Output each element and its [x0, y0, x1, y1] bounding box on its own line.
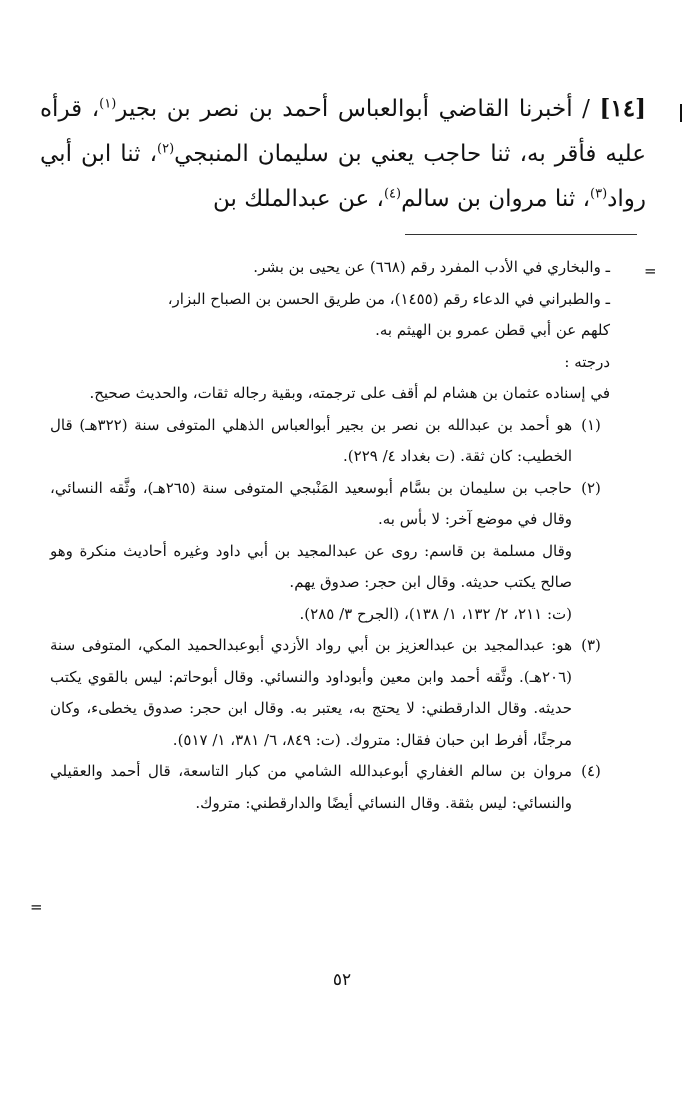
footnote-preamble-line: ـ والبخاري في الأدب المفرد رقم (٦٦٨) عن يحيى بن بشر. [253, 258, 610, 276]
footnote-preamble-line: كلهم عن أبي قطن عمرو بن الهيثم به. [375, 321, 610, 339]
footnote-text: مروان بن سالم الغفاري أبوعبدالله الشامي من كبار التاسعة، قال أحمد والعقيلي والنسائي: ليس بثقة. وقال النسائي أيضًا والدارقطني: متروك. [50, 762, 572, 812]
edge-mark [680, 104, 682, 122]
footnote-ref: (٣) [590, 186, 608, 202]
grade-heading: درجته : [564, 352, 610, 371]
footnote-ref: (٢) [157, 141, 175, 157]
footnote-marker: (١) [581, 415, 601, 434]
footnote-marker: (٣) [581, 636, 601, 654]
footnote-separator [405, 234, 637, 235]
continuation-mark-end: = [30, 898, 43, 916]
footnote-3 [50, 630, 610, 756]
main-text-line: ، ثنا مروان بن سالم [401, 186, 590, 212]
main-text [40, 86, 646, 222]
continuation-mark: = [644, 262, 657, 280]
footnote-text: حاجب بن سليمان بن بسَّام أبوسعيد المَنْبجي المتوفى سنة (٢٦٥هـ)، وثَّقه النسائي، وقال في موضع آخر: لا بأس به. [50, 478, 572, 528]
footnote-text: وقال مسلمة بن قاسم: روى عن عبدالمجيد بن أبي داود وغيره أحاديث منكرة وهو صالح يكتب حديثه. وقال ابن حجر: صدوق يهم. [50, 541, 572, 591]
footnote-ref: (٤) [383, 186, 402, 202]
footnote-4 [50, 756, 610, 819]
main-text-line: ، عن عبدالملك بن [213, 186, 384, 212]
footnote-ref: (١) [99, 96, 117, 112]
footnote-marker: (٤) [581, 762, 601, 780]
hadith-paragraph [40, 86, 646, 222]
footnote-marker: (٢) [581, 478, 601, 497]
footnote-1 [50, 410, 610, 473]
footnote-text: هو: عبدالمجيد بن عبدالعزيز بن أبي رواد الأزدي أبوعبدالحميد المكي، المتوفى سنة (٢٠٦هـ). وثَّقه أحمد وابن معين وأبوداود والنسائي. وقال أبوحاتم: ليس بالقوي يكتب حديثه. وقال الدارقطني: لا يحتج به، يعتبر به. وقال ابن حجر: صدوق يخطىء، وكان مرجئًا، أفرط ابن حبان فقال: متروك. (ت: ٨٤٩، ٦/ ٣٨١، ١/ ٥١٧). [50, 636, 572, 749]
footnote-2 [50, 473, 610, 631]
footnote-preamble-line: في إسناده عثمان بن هشام لم أقف على ترجمته، وبقية رجاله ثقات، والحديث صحيح. [89, 384, 610, 402]
main-text-line: ، قرأه عليه فأقر به، ثنا حاجب يعني بن سليمان المنبجي [40, 96, 646, 167]
hadith-number: [١٤] [599, 95, 646, 122]
main-text-line: / أخبرنا القاضي أبوالعباس أحمد بن نصر بن بجير [116, 96, 600, 122]
footnote-text: هو أحمد بن عبدالله بن نصر بن بجير أبوالعباس الذهلي المتوفى سنة (٣٢٢هـ) قال الخطيب: كان ثقة. (ت بغداد ٤/ ٢٢٩). [50, 415, 572, 465]
footnotes [50, 252, 610, 819]
footnote-preamble-line: ـ والطبراني في الدعاء رقم (١٤٥٥)، من طريق الحسن بن الصباح البزار، [167, 289, 610, 308]
footnote-text: (ت: ٢١١، ٢/ ١٣٢، ١/ ١٣٨)، (الجرح ٣/ ٢٨٥). [299, 604, 572, 623]
page-number: ٥٢ [332, 970, 352, 990]
main-text-line: ، ثنا ابن أبي رواد [40, 141, 646, 212]
